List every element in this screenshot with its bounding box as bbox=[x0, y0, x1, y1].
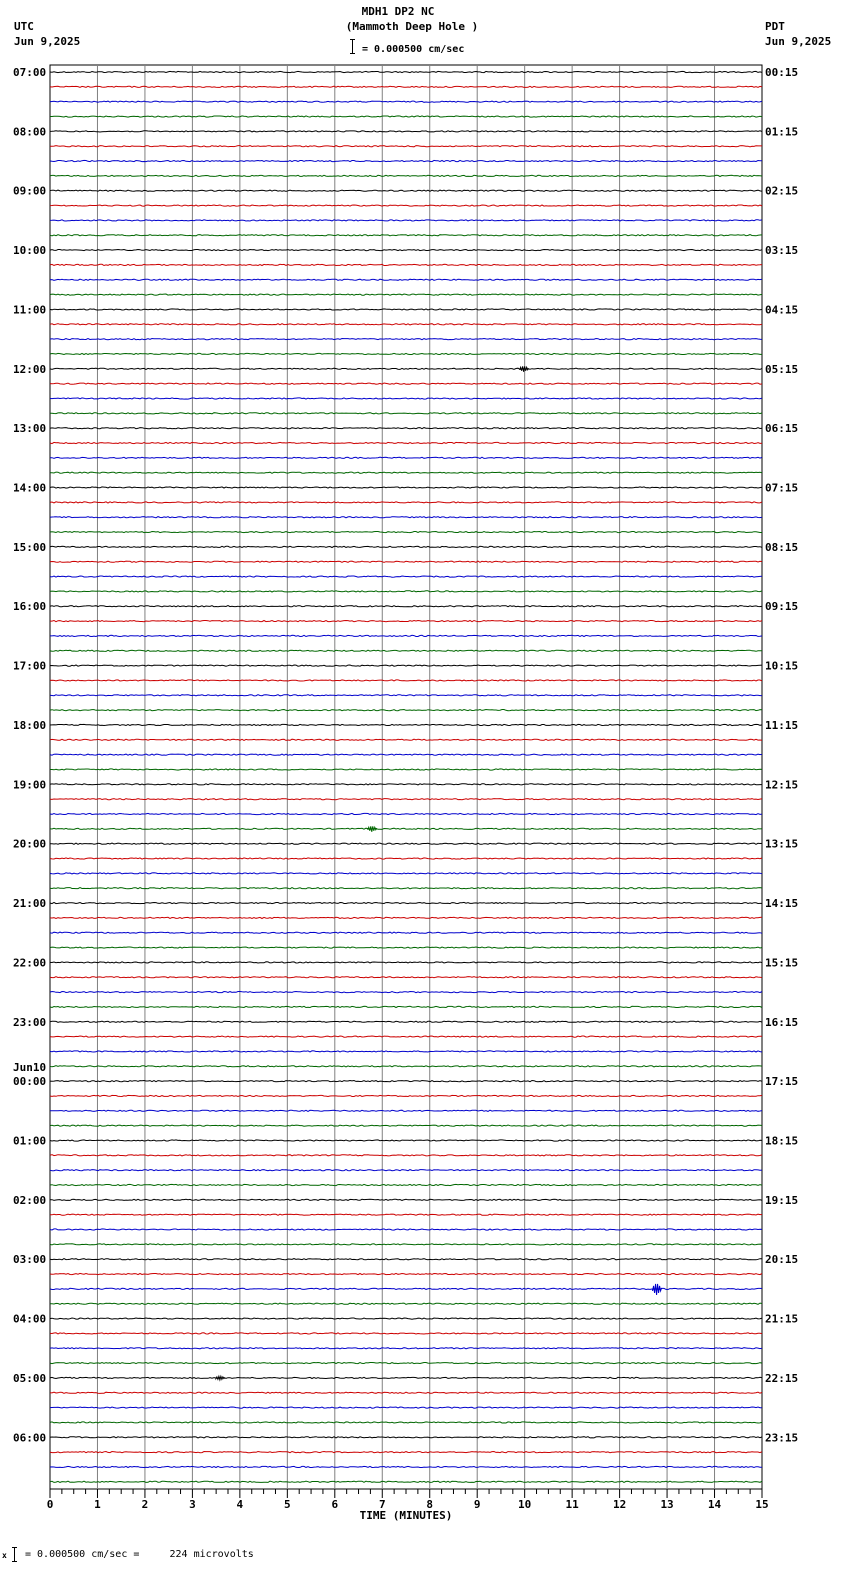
seismic-trace bbox=[50, 190, 762, 191]
seismic-trace bbox=[50, 739, 762, 740]
x-tick-label: 10 bbox=[518, 1498, 532, 1511]
seismic-trace bbox=[50, 977, 762, 978]
seismic-trace bbox=[50, 635, 762, 636]
seismic-trace bbox=[50, 413, 762, 414]
pdt-hour-label: 06:15 bbox=[765, 422, 799, 436]
footer-prefix: x bbox=[2, 1551, 7, 1560]
pdt-hour-label: 04:15 bbox=[765, 303, 799, 317]
seismic-trace bbox=[50, 1422, 762, 1423]
x-tick-label: 8 bbox=[426, 1498, 434, 1511]
seismic-trace bbox=[50, 294, 762, 295]
seismic-trace bbox=[50, 561, 762, 562]
seismic-trace bbox=[50, 1392, 762, 1393]
seismic-trace bbox=[50, 532, 762, 533]
seismic-trace bbox=[50, 992, 762, 993]
seismic-trace bbox=[50, 353, 762, 354]
left-timezone: UTC bbox=[14, 20, 34, 33]
pdt-hour-label: 00:15 bbox=[765, 66, 799, 79]
seismic-trace bbox=[50, 1110, 762, 1111]
station-title: MDH1 DP2 NC bbox=[361, 5, 435, 18]
utc-hour-label: 13:00 bbox=[13, 422, 47, 436]
utc-hour-label: 11:00 bbox=[13, 303, 47, 317]
seismic-trace bbox=[50, 146, 762, 147]
x-tick-label: 15 bbox=[755, 1498, 769, 1511]
seismic-trace bbox=[50, 116, 762, 117]
utc-hour-label: 23:00 bbox=[13, 1015, 47, 1029]
x-tick-label: 2 bbox=[141, 1498, 149, 1511]
seismic-trace bbox=[50, 368, 762, 369]
seismic-trace bbox=[50, 843, 762, 844]
right-date: Jun 9,2025 bbox=[765, 35, 832, 48]
utc-hour-label: 20:00 bbox=[13, 837, 47, 851]
seismic-trace bbox=[50, 799, 762, 800]
pdt-hour-label: 21:15 bbox=[765, 1312, 799, 1326]
seismic-trace bbox=[50, 962, 762, 963]
seismic-event bbox=[216, 1376, 225, 1380]
seismic-trace bbox=[50, 1348, 762, 1349]
x-tick-label: 5 bbox=[284, 1498, 291, 1511]
seismic-trace bbox=[50, 1407, 762, 1408]
seismic-trace bbox=[50, 710, 762, 711]
seismic-trace bbox=[50, 442, 762, 443]
utc-hour-label: 18:00 bbox=[13, 718, 47, 732]
pdt-hour-label: 11:15 bbox=[765, 718, 799, 732]
seismic-event bbox=[520, 366, 529, 372]
seismic-trace bbox=[50, 1229, 762, 1230]
seismic-trace bbox=[50, 160, 762, 161]
seismic-trace bbox=[50, 769, 762, 770]
seismic-trace bbox=[50, 1273, 762, 1274]
pdt-hour-label: 16:15 bbox=[765, 1015, 799, 1029]
utc-hour-label: 02:00 bbox=[13, 1193, 47, 1207]
pdt-hour-label: 12:15 bbox=[765, 778, 799, 792]
seismic-trace bbox=[50, 398, 762, 399]
seismic-trace bbox=[50, 1199, 762, 1200]
seismic-trace bbox=[50, 472, 762, 473]
seismic-trace bbox=[50, 205, 762, 206]
seismic-trace bbox=[50, 487, 762, 488]
seismic-event bbox=[653, 1284, 662, 1295]
seismic-trace bbox=[50, 1051, 762, 1052]
seismic-trace bbox=[50, 1170, 762, 1171]
station-location: (Mammoth Deep Hole ) bbox=[345, 20, 479, 33]
pdt-hour-label: 08:15 bbox=[765, 540, 799, 554]
utc-hour-label: 12:00 bbox=[13, 362, 47, 376]
seismic-trace bbox=[50, 754, 762, 755]
x-tick-label: 13 bbox=[660, 1498, 674, 1511]
pdt-hour-label: 15:15 bbox=[765, 956, 799, 970]
utc-hour-label: 03:00 bbox=[13, 1253, 47, 1267]
pdt-hour-label: 19:15 bbox=[765, 1193, 799, 1207]
pdt-hour-label: 18:15 bbox=[765, 1134, 799, 1148]
seismic-trace bbox=[50, 324, 762, 325]
pdt-hour-label: 10:15 bbox=[765, 659, 799, 673]
seismic-trace bbox=[50, 1259, 762, 1260]
pdt-hour-label: 03:15 bbox=[765, 244, 799, 258]
seismic-trace bbox=[50, 888, 762, 889]
pdt-hour-label: 22:15 bbox=[765, 1371, 799, 1385]
seismic-trace bbox=[50, 1140, 762, 1141]
seismic-trace bbox=[50, 428, 762, 429]
seismic-trace bbox=[50, 947, 762, 948]
seismic-trace bbox=[50, 175, 762, 176]
x-tick-label: 0 bbox=[46, 1498, 54, 1511]
pdt-hour-label: 07:15 bbox=[765, 481, 799, 495]
seismic-trace bbox=[50, 101, 762, 102]
x-axis-title: TIME (MINUTES) bbox=[359, 1509, 453, 1522]
seismic-trace bbox=[50, 1333, 762, 1334]
utc-hour-label: 04:00 bbox=[13, 1312, 47, 1326]
x-tick-label: 11 bbox=[565, 1498, 579, 1511]
seismic-trace bbox=[50, 86, 762, 87]
seismic-trace bbox=[50, 1363, 762, 1364]
seismic-trace bbox=[50, 1452, 762, 1453]
scale-text: = 0.000500 cm/sec bbox=[362, 44, 465, 55]
x-tick-label: 6 bbox=[331, 1498, 339, 1511]
seismic-trace bbox=[50, 1244, 762, 1245]
seismic-trace bbox=[50, 1214, 762, 1215]
seismic-trace bbox=[50, 502, 762, 503]
seismic-trace bbox=[50, 1125, 762, 1126]
seismic-trace bbox=[50, 917, 762, 918]
seismic-trace bbox=[50, 1437, 762, 1438]
seismic-trace bbox=[50, 309, 762, 310]
seismic-trace bbox=[50, 339, 762, 340]
pdt-hour-label: 20:15 bbox=[765, 1253, 799, 1267]
utc-hour-label: 22:00 bbox=[13, 956, 47, 970]
seismic-trace bbox=[50, 932, 762, 933]
seismic-trace bbox=[50, 1155, 762, 1156]
seismic-trace bbox=[50, 264, 762, 265]
seismic-trace bbox=[50, 235, 762, 236]
seismic-trace bbox=[50, 606, 762, 607]
pdt-hour-label: 02:15 bbox=[765, 184, 799, 198]
seismic-trace bbox=[50, 383, 762, 384]
utc-hour-label: 07:00 bbox=[13, 66, 47, 79]
seismic-trace bbox=[50, 858, 762, 859]
date-break-label: Jun10 bbox=[13, 1061, 47, 1075]
seismic-trace bbox=[50, 828, 762, 829]
seismic-trace bbox=[50, 1466, 762, 1467]
seismic-trace bbox=[50, 220, 762, 221]
utc-hour-label: 10:00 bbox=[13, 244, 47, 258]
seismic-trace bbox=[50, 1066, 762, 1067]
utc-hour-label: 15:00 bbox=[13, 540, 47, 554]
seismic-trace bbox=[50, 680, 762, 681]
seismic-trace bbox=[50, 902, 762, 903]
utc-hour-label: 19:00 bbox=[13, 778, 47, 792]
seismic-trace bbox=[50, 621, 762, 622]
seismic-trace bbox=[50, 576, 762, 577]
x-tick-label: 7 bbox=[378, 1498, 386, 1511]
seismic-trace bbox=[50, 1377, 762, 1378]
right-timezone: PDT bbox=[765, 20, 785, 33]
plot-frame bbox=[50, 65, 762, 1489]
utc-hour-label: 08:00 bbox=[13, 125, 47, 139]
x-tick-label: 9 bbox=[473, 1498, 481, 1511]
seismic-trace bbox=[50, 1481, 762, 1482]
utc-hour-label: 05:00 bbox=[13, 1371, 47, 1385]
utc-hour-label: 14:00 bbox=[13, 481, 47, 495]
utc-hour-label: 17:00 bbox=[13, 659, 47, 673]
seismic-trace bbox=[50, 665, 762, 666]
left-date: Jun 9,2025 bbox=[14, 35, 81, 48]
seismic-trace bbox=[50, 1021, 762, 1022]
x-tick-label: 14 bbox=[707, 1498, 722, 1511]
seismic-trace bbox=[50, 457, 762, 458]
seismic-trace bbox=[50, 695, 762, 696]
footer-scale-text: = 0.000500 cm/sec = 224 microvolts bbox=[25, 1549, 254, 1560]
seismic-trace bbox=[50, 1095, 762, 1096]
pdt-hour-label: 01:15 bbox=[765, 125, 799, 139]
x-tick-label: 1 bbox=[94, 1498, 101, 1511]
seismic-trace bbox=[50, 724, 762, 725]
x-tick-label: 12 bbox=[612, 1498, 627, 1511]
seismic-trace bbox=[50, 873, 762, 874]
seismic-trace bbox=[50, 1081, 762, 1082]
seismic-trace bbox=[50, 250, 762, 251]
seismic-trace bbox=[50, 517, 762, 518]
utc-hour-label: 21:00 bbox=[13, 897, 47, 911]
utc-hour-label: 00:00 bbox=[13, 1075, 47, 1089]
seismic-trace bbox=[50, 1006, 762, 1007]
x-tick-label: 3 bbox=[189, 1498, 196, 1511]
utc-hour-label: 16:00 bbox=[13, 600, 47, 614]
pdt-hour-label: 17:15 bbox=[765, 1075, 799, 1089]
pdt-hour-label: 23:15 bbox=[765, 1431, 799, 1445]
seismic-trace bbox=[50, 1184, 762, 1185]
seismic-trace bbox=[50, 1036, 762, 1037]
utc-hour-label: 01:00 bbox=[13, 1134, 47, 1148]
seismic-event bbox=[368, 826, 377, 832]
utc-hour-label: 06:00 bbox=[13, 1431, 47, 1445]
seismic-trace bbox=[50, 650, 762, 651]
seismic-trace bbox=[50, 546, 762, 547]
pdt-hour-label: 14:15 bbox=[765, 897, 799, 911]
seismic-trace bbox=[50, 279, 762, 280]
seismic-trace bbox=[50, 1303, 762, 1304]
seismic-trace bbox=[50, 71, 762, 72]
seismic-trace bbox=[50, 591, 762, 592]
seismic-trace bbox=[50, 131, 762, 132]
pdt-hour-label: 09:15 bbox=[765, 600, 799, 614]
seismic-trace bbox=[50, 813, 762, 814]
x-tick-label: 4 bbox=[236, 1498, 244, 1511]
pdt-hour-label: 13:15 bbox=[765, 837, 799, 851]
seismic-trace bbox=[50, 1318, 762, 1319]
pdt-hour-label: 05:15 bbox=[765, 362, 799, 376]
utc-hour-label: 09:00 bbox=[13, 184, 47, 198]
seismic-trace bbox=[50, 784, 762, 785]
